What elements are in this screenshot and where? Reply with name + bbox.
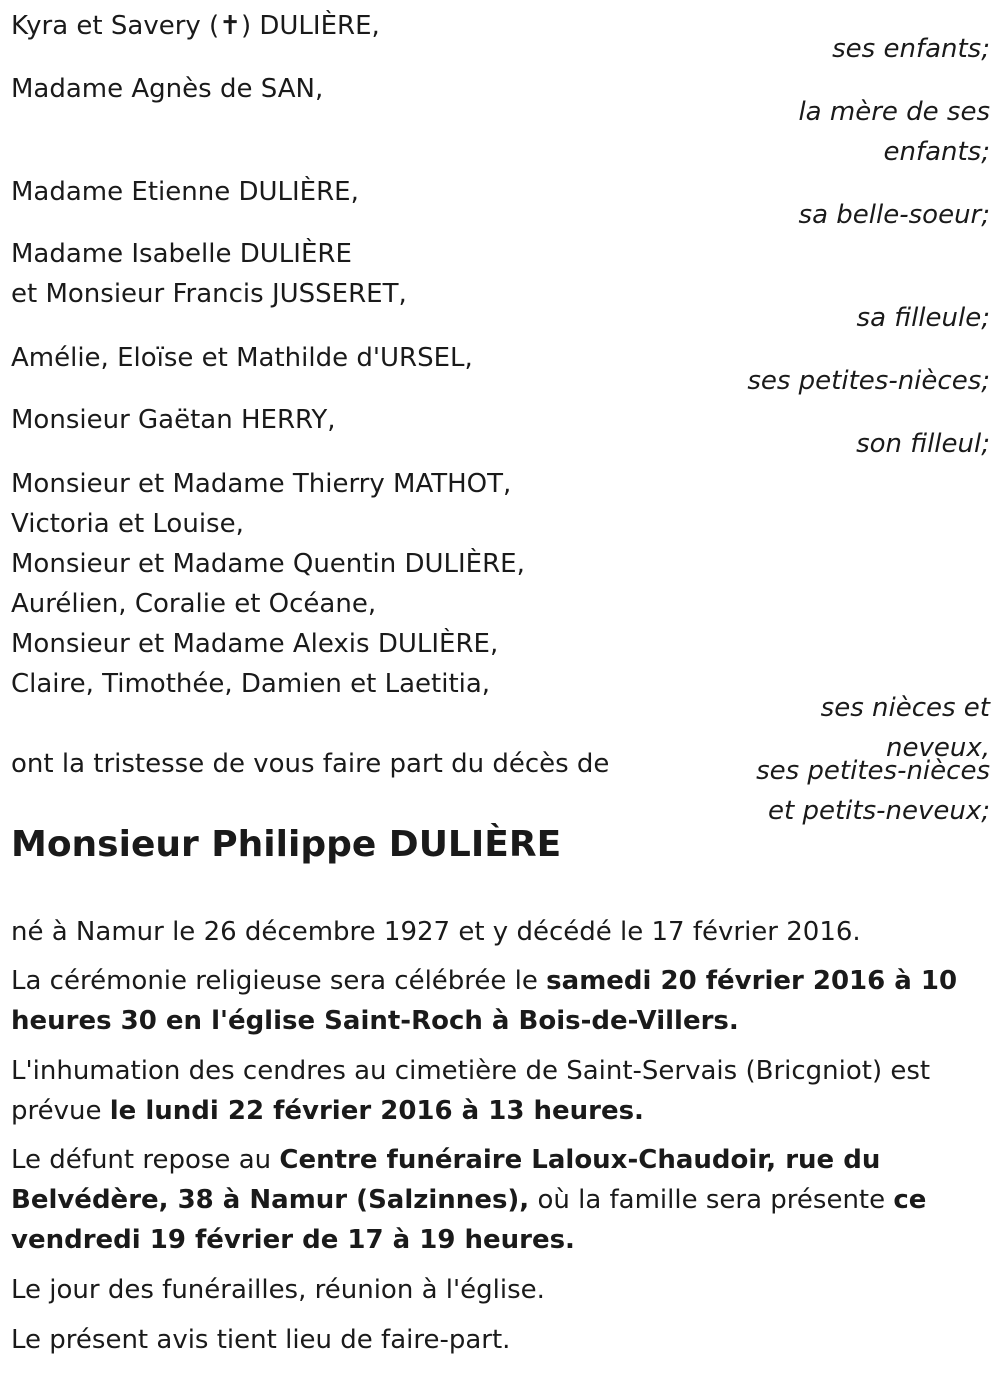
family-name-line: Monsieur Gaëtan HERRY, — [11, 405, 336, 435]
viewing-text — [11, 1140, 971, 1260]
burial-text — [11, 1051, 971, 1131]
viewing-location: Centre funéraire Laloux-Chaudoir, rue du Belvédère, 38 à Namur (Salzinnes), — [11, 1145, 881, 1215]
family-name-line: Monsieur et Madame Quentin DULIÈRE, — [11, 549, 525, 579]
family-relation: la mère de ses — [798, 97, 990, 127]
family-name-line: Monsieur et Madame Alexis DULIÈRE, — [11, 629, 499, 659]
family-relation: sa belle-soeur; — [798, 200, 990, 230]
deceased-name: Monsieur Philippe DULIÈRE — [11, 824, 562, 865]
family-relation: ses petites-nièces; — [747, 366, 990, 396]
family-name-line: Amélie, Eloïse et Mathilde d'URSEL, — [11, 343, 473, 373]
viewing-time: ce vendredi 19 février de 17 à 19 heures. — [11, 1185, 927, 1255]
ceremony-details: samedi 20 février 2016 à 10 heures 30 en l'église Saint-Roch à Bois-de-Villers. — [11, 966, 958, 1036]
family-name-line: Madame Etienne DULIÈRE, — [11, 177, 359, 207]
viewing-middle: où la famille sera présente — [529, 1185, 894, 1215]
birth-death-text: né à Namur le 26 décembre 1927 et y décédé le 17 février 2016. — [11, 917, 861, 947]
family-name-line: Kyra et Savery (✝) DULIÈRE, — [11, 11, 380, 41]
family-name-line: Madame Agnès de SAN, — [11, 74, 324, 104]
family-relation: ses petites-nièces — [756, 756, 990, 786]
burial-prefix: L'inhumation des cendres au cimetière de Saint-Servais (Bricgniot) est prévue — [11, 1056, 931, 1126]
announcement-text: ont la tristesse de vous faire part du décès de — [11, 749, 610, 779]
family-relation: sa filleule; — [856, 303, 990, 333]
family-relation: enfants; — [883, 137, 990, 167]
burial-details: le lundi 22 février 2016 à 13 heures. — [109, 1096, 644, 1126]
family-name-line: Monsieur et Madame Thierry MATHOT, — [11, 469, 512, 499]
gathering-text: Le jour des funérailles, réunion à l'église. — [11, 1275, 545, 1305]
ceremony-prefix: La cérémonie religieuse sera célébrée le — [11, 966, 547, 996]
family-name-line: Claire, Timothée, Damien et Laetitia, — [11, 669, 491, 699]
family-relation: neveux, — [886, 733, 990, 763]
family-relation: son filleul; — [856, 429, 990, 459]
ceremony-text — [11, 961, 971, 1041]
family-relation: et petits-neveux; — [768, 796, 990, 826]
family-relation: ses nièces et — [820, 693, 990, 723]
family-name-line: Madame Isabelle DULIÈRE — [11, 239, 352, 269]
family-name-line: Victoria et Louise, — [11, 509, 244, 539]
notice-text: Le présent avis tient lieu de faire-part. — [11, 1325, 511, 1355]
family-relation: ses enfants; — [832, 34, 990, 64]
family-name-line: et Monsieur Francis JUSSERET, — [11, 279, 407, 309]
family-name-line: Aurélien, Coralie et Océane, — [11, 589, 377, 619]
viewing-prefix: Le défunt repose au — [11, 1145, 280, 1175]
